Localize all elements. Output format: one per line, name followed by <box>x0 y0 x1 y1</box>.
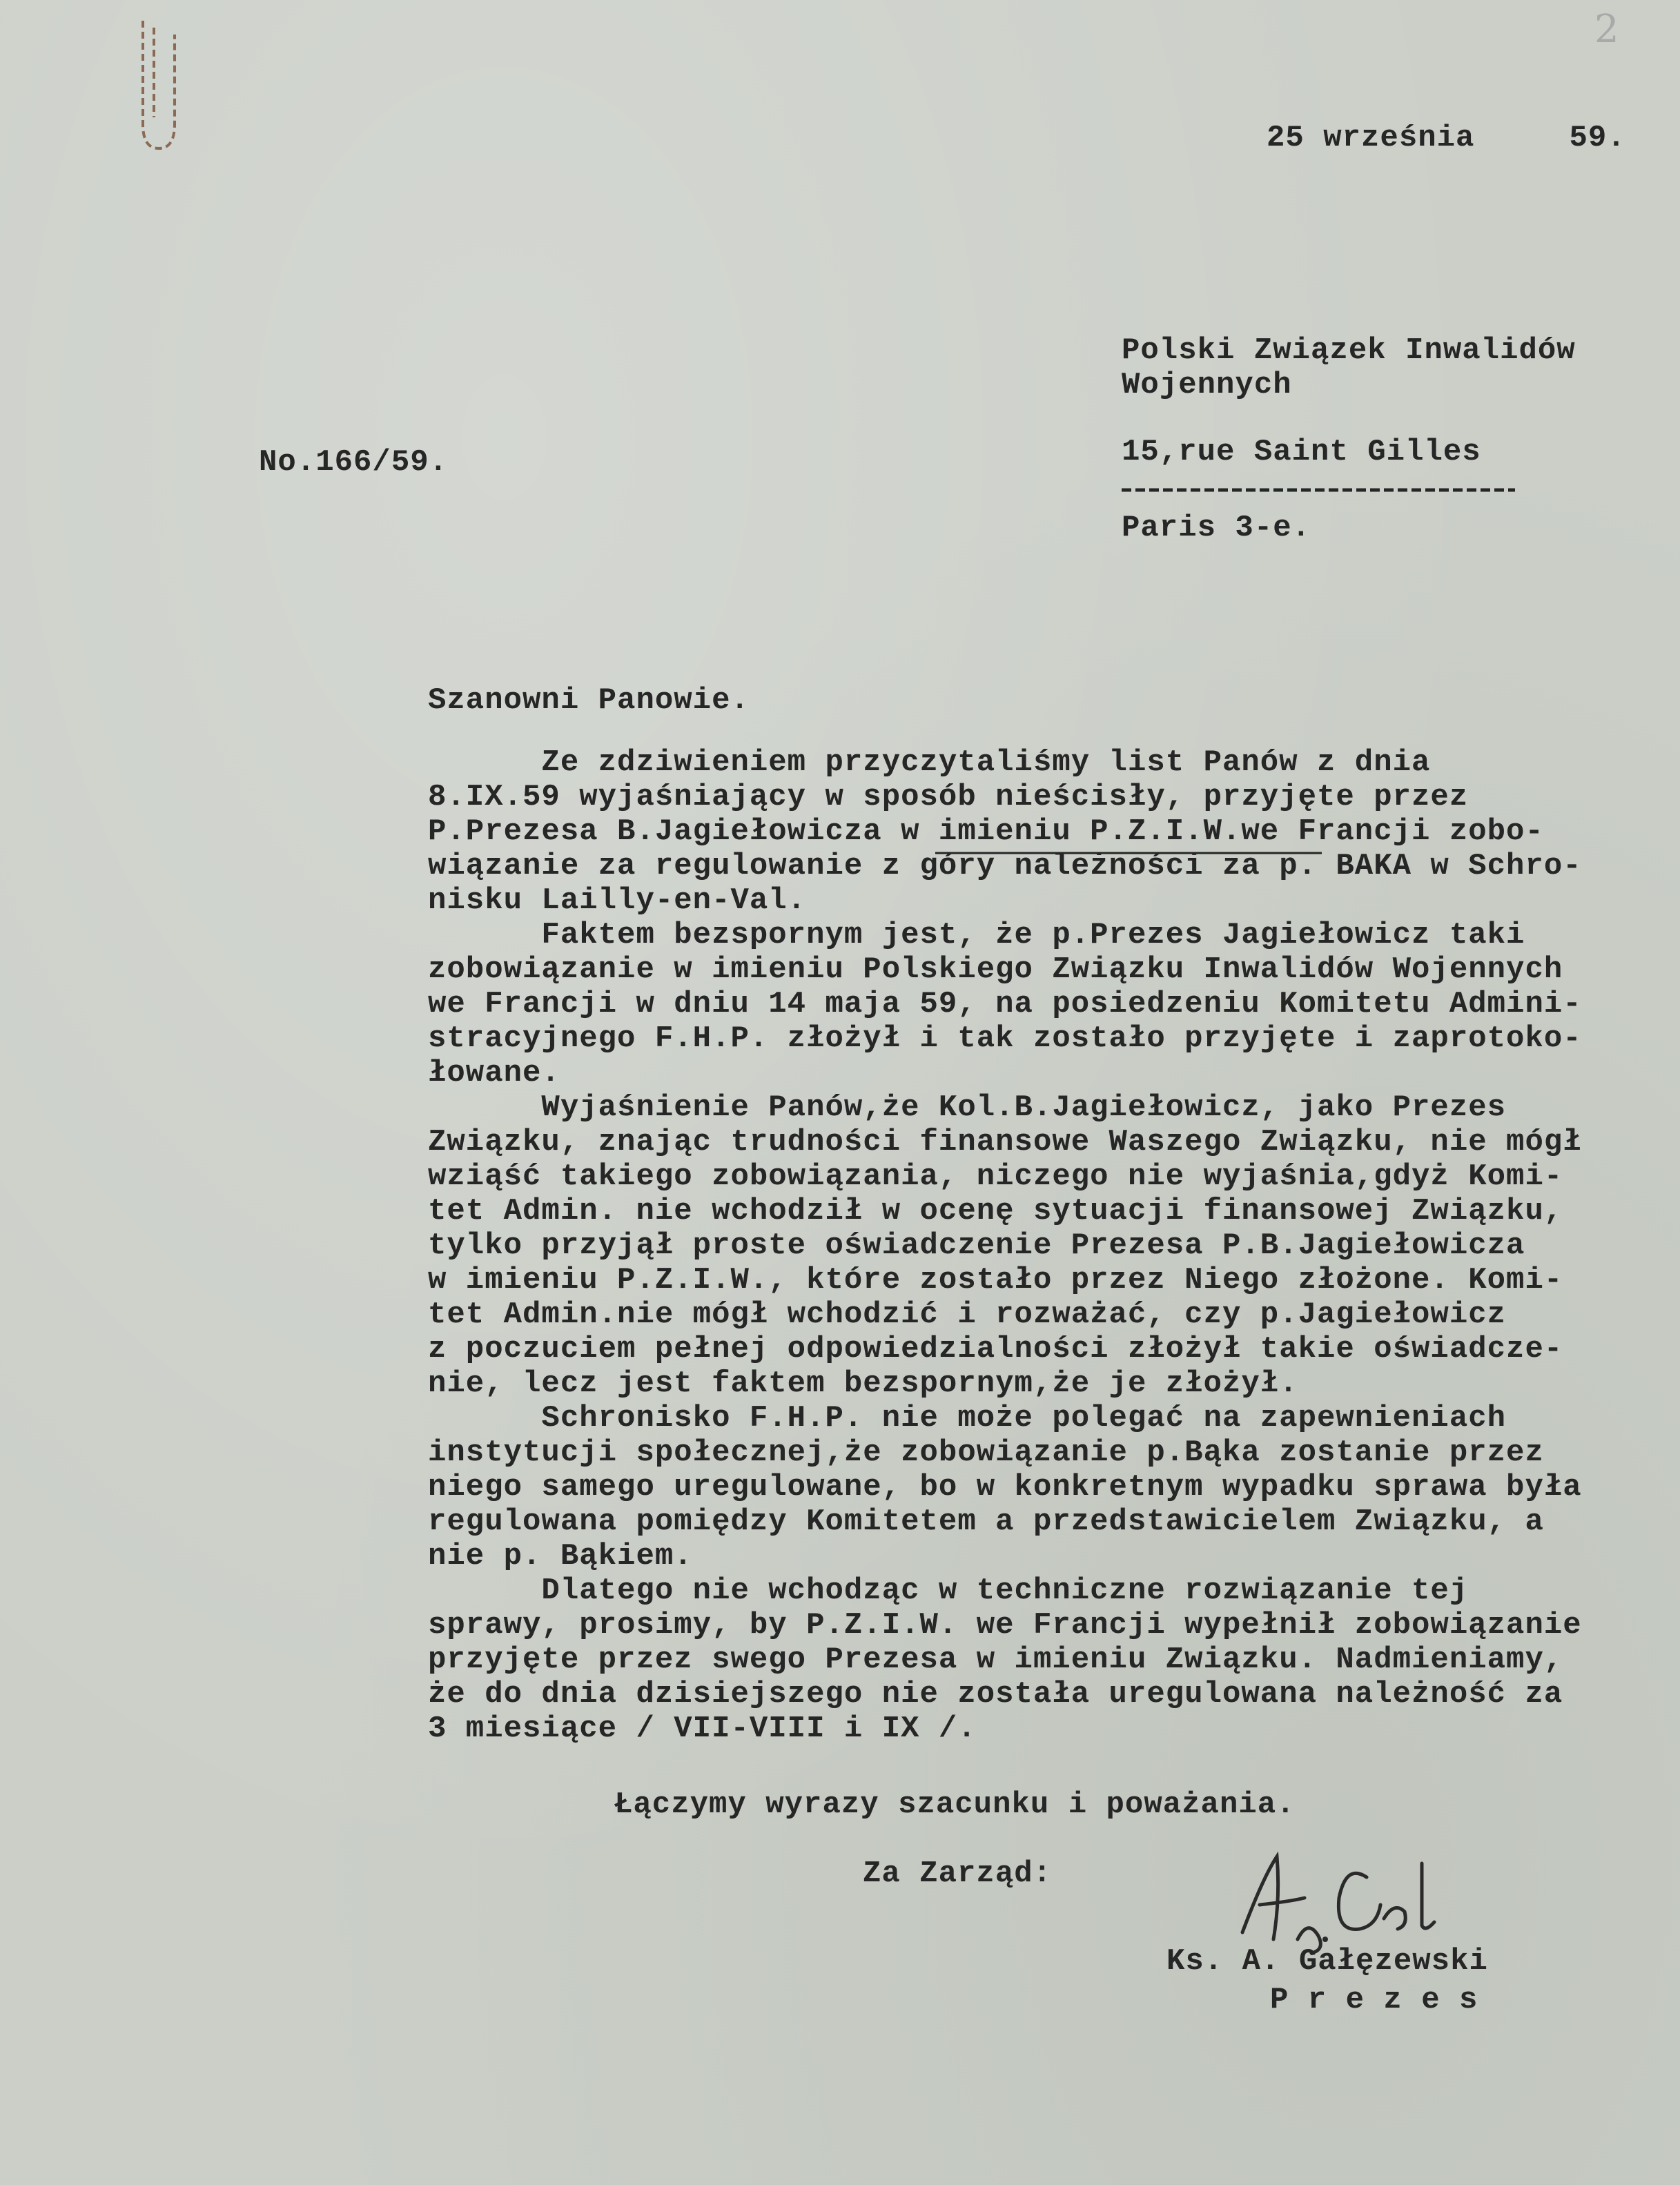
on-behalf-label: Za Zarząd: <box>863 1856 1053 1891</box>
paperclip-mark <box>135 14 183 152</box>
body-line: wziąść takiego zobowiązania, niczego nie wyjaśnia,gdyż Komi- <box>428 1159 1563 1194</box>
body-line: P.Prezesa B.Jagiełowicza w imieniu P.Z.I.W.we Francji zobo- <box>428 814 1544 849</box>
body-line: sprawy, prosimy, by P.Z.I.W. we Francji wypełnił zobowiązanie <box>428 1608 1582 1643</box>
body-line: 8.IX.59 wyjaśniający w sposób nieścisły, przyjęte przez <box>428 780 1469 814</box>
body-line: tet Admin.nie mógł wchodzić i rozważać, czy p.Jagiełowicz <box>428 1297 1507 1332</box>
body-line: w imieniu P.Z.I.W., które zostało przez Niego złożone. Komi- <box>428 1263 1563 1297</box>
body-line: tylko przyjął proste oświadczenie Prezesa P.B.Jagiełowicza <box>428 1228 1525 1263</box>
body-line: nie p. Bąkiem. <box>428 1539 693 1574</box>
recipient-line-1: Polski Związek Inwalidów <box>1122 333 1576 368</box>
recipient-line-4: Paris 3-e. <box>1122 511 1311 545</box>
recipient-line-3: 15,rue Saint Gilles <box>1122 435 1481 469</box>
body-line: że do dnia dzisiejszego nie została uregulowana należność za <box>428 1677 1563 1712</box>
body-line: Dlatego nie wchodząc w techniczne rozwiązanie tej <box>428 1574 1469 1608</box>
body-line: Schronisko F.H.P. nie może polegać na zapewnieniach <box>428 1401 1507 1436</box>
body-line: instytucji społecznej,że zobowiązanie p.Bąka zostanie przez <box>428 1436 1544 1470</box>
body-line: zobowiązanie w imieniu Polskiego Związku Inwalidów Wojennych <box>428 952 1563 987</box>
body-line: nisku Lailly-en-Val. <box>428 883 807 918</box>
body-line: łowane. <box>428 1056 560 1090</box>
signer-title: P r e z e s <box>1270 1983 1478 2017</box>
salutation: Szanowni Panowie. <box>428 683 750 718</box>
body-line: wiązanie za regulowanie z góry należności za p. BAKA w Schro- <box>428 849 1582 883</box>
body-line: tet Admin. nie wchodził w ocenę sytuacji finansowej Związku, <box>428 1194 1563 1228</box>
body-line: niego samego uregulowane, bo w konkretnym wypadku sprawa była <box>428 1470 1582 1505</box>
body-line: we Francji w dniu 14 maja 59, na posiedzeniu Komitetu Admini- <box>428 987 1582 1021</box>
recipient-line-2: Wojennych <box>1122 368 1292 402</box>
body-line: z poczuciem pełnej odpowiedzialności złożył takie oświadcze- <box>428 1332 1563 1366</box>
body-line: Ze zdziwieniem przyczytaliśmy list Panów z dnia <box>428 745 1431 780</box>
address-divider <box>1122 487 1515 493</box>
body-line: Faktem bezspornym jest, że p.Prezes Jagiełowicz taki <box>428 918 1525 952</box>
closing-line: Łączymy wyrazy szacunku i poważania. <box>614 1787 1296 1822</box>
body-line: nie, lecz jest faktem bezspornym,że je złożył. <box>428 1366 1298 1401</box>
body-line: przyjęte przez swego Prezesa w imieniu Związku. Nadmieniamy, <box>428 1643 1563 1677</box>
reference-number: No.166/59. <box>259 445 449 480</box>
body-line: stracyjnego F.H.P. złożył i tak zostało przyjęte i zaprotoko- <box>428 1021 1582 1056</box>
body-line: Wyjaśnienie Panów,że Kol.B.Jagiełowicz, jako Prezes <box>428 1090 1507 1125</box>
signer-name: Ks. A. Gałęzewski <box>1166 1944 1488 1979</box>
body-line: Związku, znając trudności finansowe Waszego Związku, nie mógł <box>428 1125 1582 1159</box>
letter-date: 25 września 59. <box>1267 121 1626 155</box>
body-line: 3 miesiące / VII-VIII i IX /. <box>428 1712 977 1746</box>
body-line: regulowana pomiędzy Komitetem a przedstawicielem Związku, a <box>428 1505 1544 1539</box>
page-number: 2 <box>1594 7 1619 52</box>
underline-mark <box>935 850 1322 856</box>
